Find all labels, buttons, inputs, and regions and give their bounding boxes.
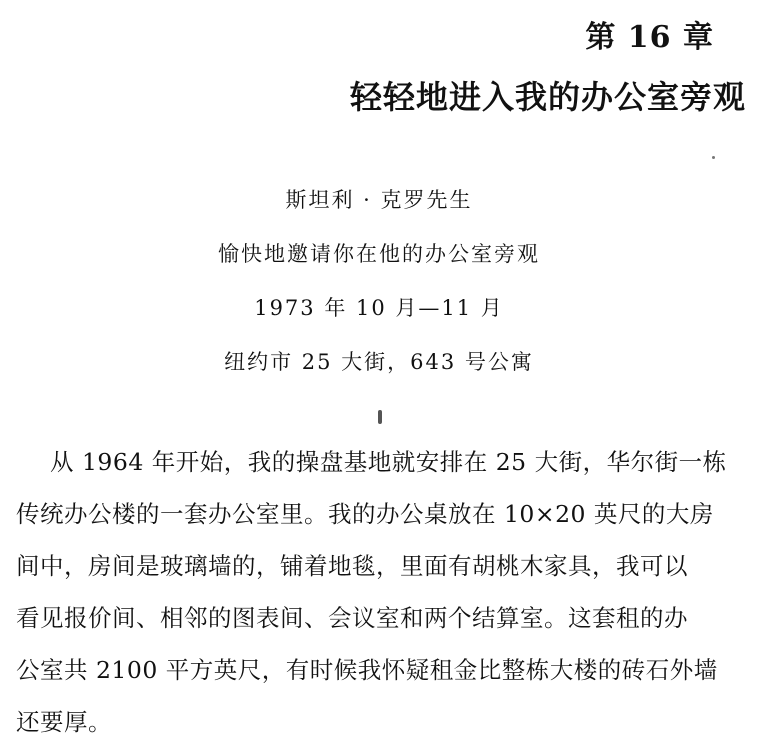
scan-mark xyxy=(378,410,382,424)
scan-speck xyxy=(712,156,715,159)
chapter-number: 第 16 章 xyxy=(585,20,714,55)
paragraph-line: 还要厚。 xyxy=(16,708,112,736)
body-paragraph xyxy=(16,436,750,748)
chapter-title: 轻轻地进入我的办公室旁观 xyxy=(349,78,746,116)
paragraph-line: 公室共 2100 平方英尺，有时候我怀疑租金比整栋大楼的砖石外墙 xyxy=(16,656,718,684)
paragraph-line: 间中，房间是玻璃墙的，铺着地毯，里面有胡桃木家具，我可以 xyxy=(16,552,688,580)
epigraph-line-date: 1973 年 10 月—11 月 xyxy=(254,296,504,320)
paragraph-line: 从 1964 年开始，我的操盘基地就安排在 25 大街，华尔街一栋 xyxy=(50,448,727,476)
epigraph-line-invitation: 愉快地邀请你在他的办公室旁观 xyxy=(218,242,540,266)
paragraph-line: 传统办公楼的一套办公室里。我的办公桌放在 10×20 英尺的大房 xyxy=(16,500,714,528)
epigraph-line-address: 纽约市 25 大街，643 号公寓 xyxy=(224,350,534,374)
epigraph-line-name: 斯坦利 · 克罗先生 xyxy=(285,188,473,212)
paragraph-line: 看见报价间、相邻的图表间、会议室和两个结算室。这套租的办 xyxy=(16,604,688,632)
epigraph xyxy=(0,185,758,401)
